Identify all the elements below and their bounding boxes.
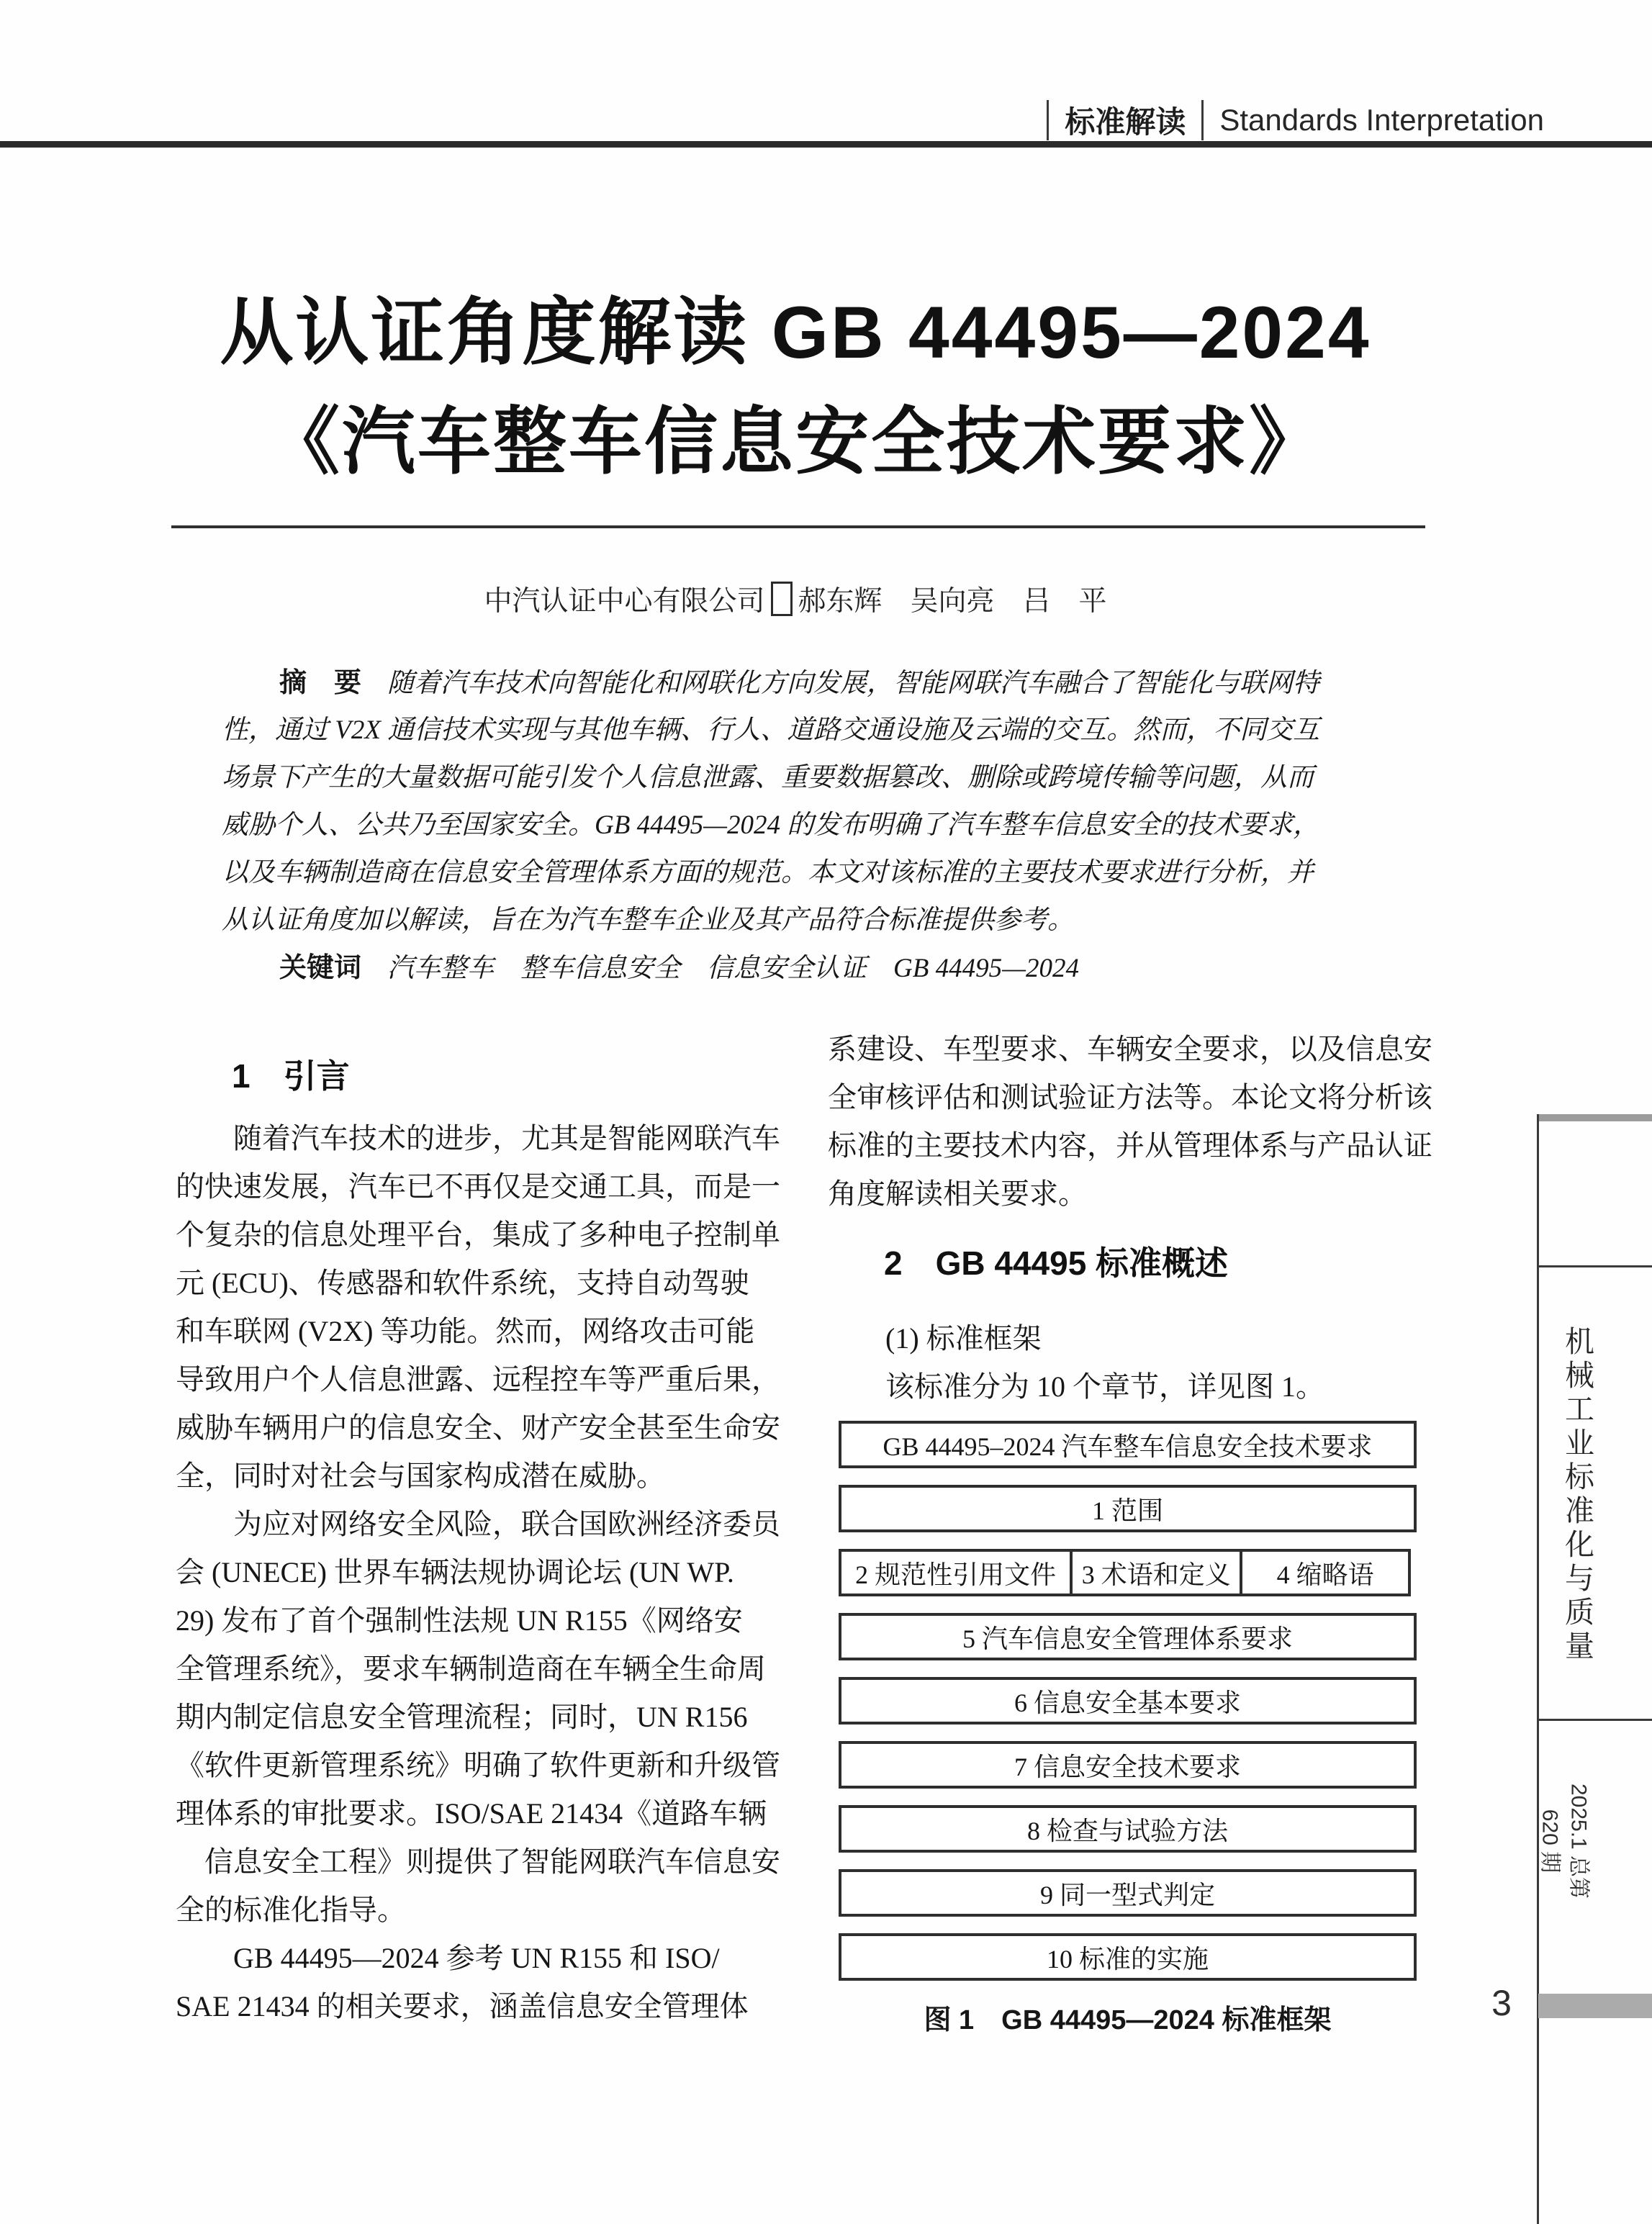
section-heading-2: 2 GB 44495 标准概述 [884, 1244, 1229, 1282]
abstract-label: 摘 要 [279, 668, 362, 698]
figure-box: 8 检查与试验方法 [839, 1805, 1417, 1853]
body-line: 会 (UNECE) 世界车辆法规协调论坛 (UN WP. [176, 1556, 734, 1588]
body-line: 全审核评估和测试验证方法等。本论文将分析该 [828, 1081, 1432, 1113]
sidebar-divider [1539, 1719, 1652, 1721]
body-line: 元 (ECU)、传感器和软件系统，支持自动驾驶 [176, 1267, 749, 1299]
byline-authors: 郝东辉 吴向亮 吕 平 [798, 586, 1107, 617]
body-line: 威胁车辆用户的信息安全、财产安全甚至生命安 [176, 1411, 780, 1444]
article-title-line2: 《汽车整车信息安全技术要求》 [266, 401, 1324, 483]
left-column [176, 1045, 799, 2030]
sidebar-divider [1539, 1265, 1652, 1267]
page-header [1047, 99, 1544, 141]
body-line: 《软件更新管理系统》明确了软件更新和升级管 [176, 1749, 780, 1781]
header-divider-bar [1201, 100, 1204, 140]
figure-boxes [839, 1421, 1417, 1981]
figure-box: 2 规范性引用文件 [839, 1549, 1073, 1596]
body-line: 理体系的审批要求。ISO/SAE 21434《道路车辆 [176, 1797, 767, 1830]
figure-box: 5 汽车信息安全管理体系要求 [839, 1613, 1417, 1660]
abstract-line: 场景下产生的大量数据可能引发个人信息泄露、重要数据篡改、删除或跨境传输等问题，从而 [222, 763, 1314, 792]
article-title-line1: 从认证角度解读 GB 44495—2024 [220, 291, 1371, 374]
abstract-line: 从认证角度加以解读，旨在为汽车整车企业及其产品符合标准提供参考。 [222, 905, 1074, 935]
journal-name-vertical: 机械工业标准化与质量 [1561, 1326, 1594, 1664]
body-line: 导致用户个人信息泄露、远程控车等严重后果， [176, 1363, 780, 1396]
figure-box: 3 术语和定义 [1070, 1549, 1242, 1596]
figure-box: 1 范围 [839, 1485, 1417, 1532]
figure-box: GB 44495–2024 汽车整车信息安全技术要求 [839, 1421, 1417, 1468]
body-line: 全，同时对社会与国家构成潜在威胁。 [176, 1460, 665, 1492]
article-title [0, 285, 1591, 489]
header-rule [0, 141, 1652, 148]
title-rule [171, 525, 1425, 528]
body-line: 期内制定信息安全管理流程；同时，UN R156 [176, 1701, 748, 1733]
body-line: 该标准分为 10 个章节，详见图 1。 [885, 1370, 1324, 1403]
figure-1 [839, 1421, 1417, 2037]
body-line: 随着汽车技术的进步，尤其是智能网联汽车 [233, 1122, 780, 1154]
figure-box: 7 信息安全技术要求 [839, 1741, 1417, 1789]
body-line: 信息安全工程》则提供了智能网联汽车信息安 [204, 1845, 780, 1878]
sidebar-footer-gray-bar [1538, 1994, 1652, 2018]
header-divider-bar [1047, 100, 1049, 140]
box-separator-icon [771, 582, 793, 616]
right-column [828, 1025, 1432, 2037]
body-line: 角度解读相关要求。 [828, 1177, 1087, 1210]
abstract-line: 威胁个人、公共乃至国家安全。GB 44495—2024 的发布明确了汽车整车信息安全的技术要求， [222, 810, 1320, 840]
byline-affiliation: 中汽认证中心有限公司 [484, 586, 765, 617]
body-line: 为应对网络安全风险，联合国欧洲经济委员 [233, 1508, 780, 1540]
header-tag-cn: 标准解读 [1065, 105, 1186, 139]
figure-box: 9 同一型式判定 [839, 1869, 1417, 1917]
keywords-line: 关键词 汽车整车 整车信息安全 信息安全认证 GB 44495—2024 [279, 953, 1079, 983]
figure-box: 6 信息安全基本要求 [839, 1677, 1417, 1724]
body-line: SAE 21434 的相关要求，涵盖信息安全管理体 [176, 1990, 749, 2022]
right-column-text [828, 1025, 1432, 1218]
abstract-line: 摘 要 随着汽车技术向智能化和网联化方向发展，智能网联汽车融合了智能化与联网特 [279, 668, 1320, 698]
abstract-line: 以及车辆制造商在信息安全管理体系方面的规范。本文对该标准的主要技术要求进行分析，并 [222, 858, 1314, 887]
abstract-block [222, 659, 1413, 992]
figure-box: 10 标准的实施 [839, 1933, 1417, 1981]
body-line: 全管理系统》，要求车辆制造商在车辆全生命周 [176, 1653, 766, 1685]
byline [176, 579, 1414, 619]
header-tag-en: Standards Interpretation [1219, 103, 1544, 137]
abstract-line: 性，通过 V2X 通信技术实现与其他车辆、行人、道路交通设施及云端的交互。然而，不同交互 [222, 715, 1320, 745]
figure-box: 4 缩略语 [1240, 1549, 1411, 1596]
sidebar-top-gray-bar [1538, 1114, 1652, 1121]
issue-info-vertical: 2025.1 总第 620 期 [1538, 1783, 1591, 1899]
section-heading-1: 1 引言 [232, 1057, 350, 1095]
body-line: GB 44495—2024 参考 UN R155 和 ISO/ [233, 1942, 720, 1974]
body-line: 标准的主要技术内容，并从管理体系与产品认证 [828, 1129, 1432, 1162]
body-line: 29) 发布了首个强制性法规 UN R155《网络安 [176, 1604, 743, 1637]
body-line: (1) 标准框架 [885, 1322, 1042, 1355]
page-number: 3 [1491, 1983, 1512, 2023]
body-line: 个复杂的信息处理平台，集成了多种电子控制单 [176, 1219, 780, 1251]
sidebar-vertical-rule [1537, 1114, 1539, 2224]
figure-box-row [839, 1549, 1417, 1613]
keywords-label: 关键词 [279, 953, 362, 983]
body-line: 和车联网 (V2X) 等功能。然而，网络攻击可能 [176, 1315, 755, 1347]
body-line: 系建设、车型要求、车辆安全要求，以及信息安 [828, 1033, 1432, 1065]
body-line: 全的标准化指导。 [176, 1894, 406, 1926]
figure-caption: 图 1 GB 44495—2024 标准框架 [924, 2005, 1332, 2035]
right-column-subtext [828, 1314, 1418, 1411]
body-line: 的快速发展，汽车已不再仅是交通工具，而是一 [176, 1170, 780, 1203]
left-column-text [176, 1114, 799, 2030]
